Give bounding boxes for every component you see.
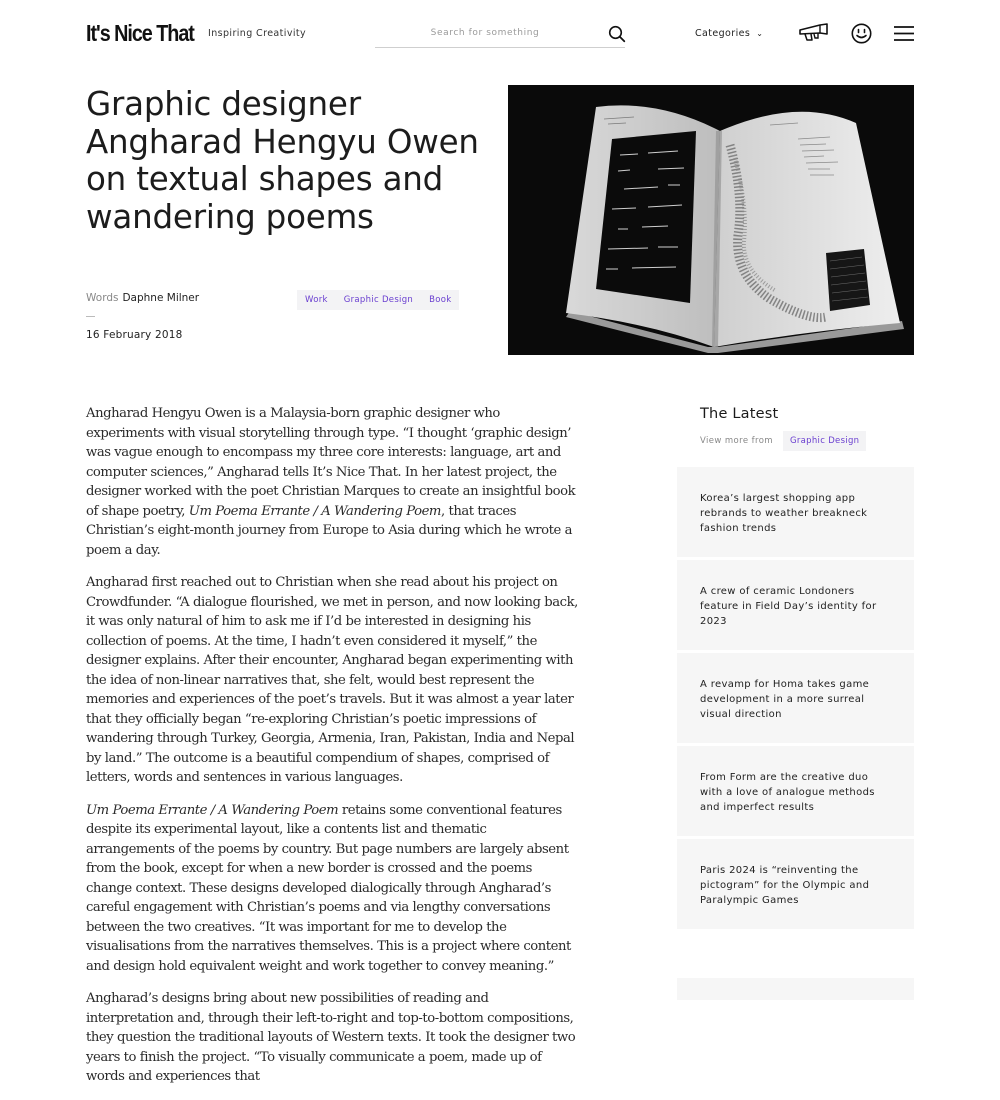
hero-image [508, 85, 914, 355]
sidebar-title: The Latest [700, 406, 779, 422]
paragraph-text: Angharad Hengyu Owen is a Malaysia-born graphic designer who experiments with visual storytelling through type. “I thought ‘graphic design’ was vague enough to encompass my three core interests: language, art and computer sciences,” Angharad tells It’s Nice That. In her latest project, the designer worked with the poet Christian Marques to create an insightful book of shape poetry, [86, 406, 576, 519]
author-link[interactable]: Daphne Milner [122, 292, 200, 304]
latest-card[interactable] [677, 839, 914, 929]
view-more-tag-graphic-design[interactable]: Graphic Design [783, 431, 866, 451]
article-paragraph: Angharad’s designs bring about new possibilities of reading and interpretation and, through their left-to-right and top-to-bottom compositions, they question the traditional layouts of Western texts. It took the designer two years to finish the project. “To visually communicate a poem, made up of words and experiences that [86, 991, 576, 1084]
article-paragraph [86, 801, 578, 977]
search-input[interactable] [375, 23, 595, 43]
megaphone-icon[interactable] [798, 22, 829, 42]
latest-card-title: A crew of ceramic Londoners feature in Field Day’s identity for 2023 [700, 586, 877, 627]
publish-date: 16 February 2018 [86, 329, 183, 341]
article-paragraph [86, 404, 578, 560]
tag-graphic-design[interactable]: Graphic Design [336, 290, 421, 310]
latest-card[interactable] [677, 746, 914, 836]
latest-card[interactable] [677, 978, 914, 1000]
paragraph-text: , that traces Christian’s eight-month journey from Europe to Asia during which he wrote a poem a day. [86, 503, 572, 558]
chevron-down-icon: ⌄ [756, 29, 764, 38]
page-title: Graphic designer Angharad Hengyu Owen on textual shapes and wandering poems [86, 85, 479, 236]
latest-card-title: Paris 2024 is “reinventing the pictogram” for the Olympic and Paralympic Games [700, 865, 870, 906]
menu-icon[interactable] [893, 25, 915, 42]
site-header [0, 0, 1000, 68]
paragraph-text: retains some conventional features despite its experimental layout, like a contents list and thematic arrangements of the poems by country. But page numbers are largely absent from the book, except for when a new border is crossed and the poems change context. These designs developed dialogically through Angharad’s careful engagement with Christian’s poems and via lengthy conversations between the two creatives. “It was important for me to develop the visualisations from the narratives themselves. This is a project where content and design hold equivalent weight and work together to convey meaning.” [86, 802, 571, 974]
latest-card[interactable] [677, 560, 914, 650]
view-more-row [700, 431, 866, 451]
categories-dropdown[interactable] [695, 28, 763, 39]
tag-work[interactable]: Work [297, 290, 336, 310]
article-tags [297, 290, 459, 310]
categories-label: Categories [695, 28, 751, 39]
site-tagline: Inspiring Creativity [208, 28, 307, 39]
latest-card[interactable] [677, 653, 914, 743]
words-label: Words [86, 292, 119, 304]
book-title: Um Poema Errante / A Wandering Poem [86, 802, 339, 818]
book-title: Um Poema Errante / A Wandering Poem [188, 503, 441, 519]
search-bar [375, 20, 625, 48]
article-body [86, 404, 578, 1100]
search-icon[interactable] [608, 25, 626, 43]
tag-book[interactable]: Book [421, 290, 459, 310]
open-book-illustration [508, 85, 914, 355]
divider [86, 316, 95, 317]
latest-card-title: From Form are the creative duo with a love of analogue methods and imperfect results [700, 772, 875, 813]
view-more-label: View more from [700, 436, 773, 446]
smiley-icon[interactable] [851, 23, 872, 44]
latest-card[interactable] [677, 467, 914, 557]
latest-card-title: A revamp for Homa takes game development in a more surreal visual direction [700, 679, 870, 720]
latest-card-title: Korea’s largest shopping app rebrands to weather breakneck fashion trends [700, 493, 868, 534]
article-paragraph: Angharad first reached out to Christian when she read about his project on Crowdfunder. “A dialogue flourished, we met in person, and now looking back, it was only natural of him to ask me if I’d be interested in designing his collection of poems. At the time, I hadn’t even considered it myself,” the designer explains. After their encounter, Angharad began experimenting with the idea of non-linear narratives that, she felt, would best represent the memories and experiences of the poet’s travels. But it was almost a year later that they officially began “re-exploring Christian’s poetic impressions of wandering through Turkey, Georgia, Armenia, Iran, Pakistan, India and Nepal by land.” The outcome is a beautiful compendium of shapes, comprised of letters, words and sentences in various languages. [86, 575, 578, 785]
byline [86, 292, 199, 304]
site-logo[interactable]: It's Nice That [86, 20, 194, 46]
